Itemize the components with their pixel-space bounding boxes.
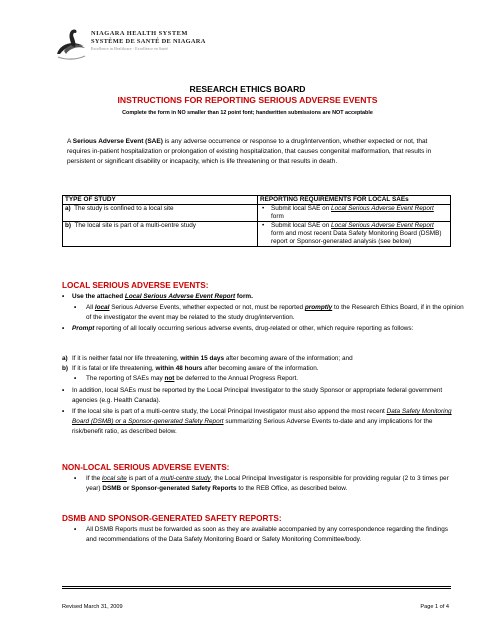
- requirement-cell: [258, 222, 451, 247]
- deadline-48-hours: within 48 hours: [155, 365, 203, 372]
- form-instruction-note: Complete the form in NO smaller than 12 point font; handwritten submissions are NOT acceptable: [122, 110, 373, 116]
- local-sae-report-link[interactable]: Local Serious Adverse Event Report: [331, 222, 434, 229]
- bullet-icon: •: [74, 375, 77, 382]
- bullet-icon: •: [262, 222, 265, 229]
- row-marker: b): [65, 222, 72, 229]
- list-item: • All local Serious Adverse Events, whether expected or not, must be reported promptly to the Research Ethics Board, if in the opinion of the investigator the event may be related to the study drug/intervention.: [74, 304, 464, 322]
- list-item: b) If it is fatal or life threatening, within 48 hours after becoming aware of the information.: [62, 364, 457, 374]
- bullet-icon: •: [62, 325, 65, 332]
- document-title: RESEARCH ETHICS BOARD: [189, 84, 306, 94]
- bullet-icon: •: [62, 387, 65, 394]
- study-type-text: The study is confined to a local site: [74, 205, 174, 212]
- requirement-text: Submit local SAE on: [271, 205, 332, 212]
- local-sae-heading: LOCAL SERIOUS ADVERSE EVENTS:: [62, 281, 209, 290]
- study-type-table: [62, 195, 451, 247]
- requirement-text-end: form: [271, 213, 284, 220]
- niagara-health-logo: [54, 24, 244, 70]
- list-item: • If the local site is part of a multi-centre study, the Local Principal Investigator must also append the most recent Data Safety Monitoring Board (DSMB) or a Sponsor-generated Safety Report summarizing Serious Adverse Events to-date and any implications for the risk/benefit ratio, as described below.: [62, 408, 452, 436]
- list-item: • The reporting of SAEs may not be deferred to the Annual Progress Report.: [74, 374, 464, 384]
- not-emphasis: not: [164, 375, 175, 382]
- local-site-emphasis: local site: [102, 475, 127, 482]
- dsmb-report-link[interactable]: Data Safety Monitoring Board (DSMB) or a Sponsor-generated Safety Report: [72, 408, 452, 426]
- study-type-text: The local site is part of a multi-centre study: [74, 222, 196, 229]
- footer-divider: [62, 586, 451, 587]
- table-header-row: [63, 196, 451, 205]
- promptly-emphasis: promptly: [304, 304, 333, 311]
- safety-reports-emphasis: DSMB or Sponsor-generated Safety Reports: [102, 485, 237, 493]
- bullet-icon: •: [262, 205, 265, 212]
- document-subtitle: INSTRUCTIONS FOR REPORTING SERIOUS ADVERSE EVENTS: [117, 95, 378, 105]
- row-marker: a): [65, 205, 71, 212]
- column-header-type: TYPE OF STUDY: [63, 196, 258, 205]
- column-header-requirements: REPORTING REQUIREMENTS FOR LOCAL SAEs: [258, 196, 451, 205]
- list-item: a) If it is neither fatal nor life threatening, within 15 days after becoming aware of the information; and: [62, 354, 457, 364]
- sae-definition-paragraph: [67, 137, 447, 168]
- bullet-icon: •: [74, 526, 77, 533]
- list-item: • In addition, local SAEs must be reported by the Local Principal Investigator to the study Sponsor or appropriate federal government agencies (e.g. Health Canada).: [62, 387, 443, 405]
- study-type-cell: [63, 222, 258, 247]
- intro-prefix: A: [67, 138, 73, 145]
- intro-text: is any adverse occurrence or response to a drug/intervention, whether expected or not, that requires in-patient hospitalization or prolongation of existing hospitalization, that causes congenital malformation, that results in persistent or significant disability or incapacity, which is life threatening or that results in death.: [67, 138, 432, 166]
- list-item: • Use the attached Local Serious Adverse Event Report form.: [62, 292, 457, 302]
- list-item: • If the local site is part of a multi-centre study, the Local Principal Investigator is responsible for providing regular (2 to 3 times per year) DSMB or Sponsor-generated Safety Reports to the REB Office, as described below.: [74, 475, 449, 493]
- item-marker: b): [62, 365, 69, 372]
- bullet-icon: •: [62, 408, 65, 415]
- bullet-icon: •: [62, 293, 65, 300]
- local-sae-report-link[interactable]: Local Serious Adverse Event Report: [124, 293, 236, 300]
- page-number: Page 1 of 4: [420, 604, 449, 610]
- non-local-sae-heading: NON-LOCAL SERIOUS ADVERSE EVENTS:: [62, 463, 230, 472]
- logo-tagline: Excellence in Healthcare · Excellence en Santé: [91, 47, 169, 51]
- local-emphasis: local: [94, 304, 110, 311]
- local-sae-report-link[interactable]: Local Serious Adverse Event Report: [331, 205, 434, 212]
- sae-term: Serious Adverse Event (SAE): [72, 138, 163, 145]
- logo-name-french: SYSTÈME DE SANTÉ DE NIAGARA: [91, 38, 206, 45]
- dsmb-heading: DSMB AND SPONSOR-GENERATED SAFETY REPORTS:: [62, 514, 282, 523]
- requirement-text-end: form and most recent Data Safety Monitoring Board (DSMB) report or Sponsor-generated analysis (see below): [271, 230, 442, 245]
- list-item: • All DSMB Reports must be forwarded as soon as they are available accompanied by any correspondence regarding the findings and recommendations of the Data Safety Monitoring Board or Safety Monitoring Committee/body.: [74, 526, 448, 544]
- item-marker: a): [62, 355, 68, 362]
- study-type-cell: [63, 205, 258, 222]
- bullet-icon: •: [74, 475, 77, 482]
- table-row: [63, 222, 451, 247]
- table-row: [63, 205, 451, 222]
- swan-logo-icon: [54, 24, 88, 68]
- requirement-cell: [258, 205, 451, 222]
- prompt-emphasis: Prompt: [72, 325, 95, 332]
- footer-divider: [62, 588, 451, 589]
- bullet-icon: •: [74, 304, 77, 311]
- list-item: • Prompt reporting of all locally occurring serious adverse events, drug-related or other, which require reporting as follows:: [62, 324, 457, 334]
- revision-date: Revised March 31, 2009: [62, 604, 123, 610]
- deadline-15-days: within 15 days: [180, 355, 225, 362]
- multi-centre-emphasis: multi-centre study: [160, 475, 211, 482]
- requirement-text: Submit local SAE on: [271, 222, 332, 229]
- logo-name-english: NIAGARA HEALTH SYSTEM: [91, 30, 188, 37]
